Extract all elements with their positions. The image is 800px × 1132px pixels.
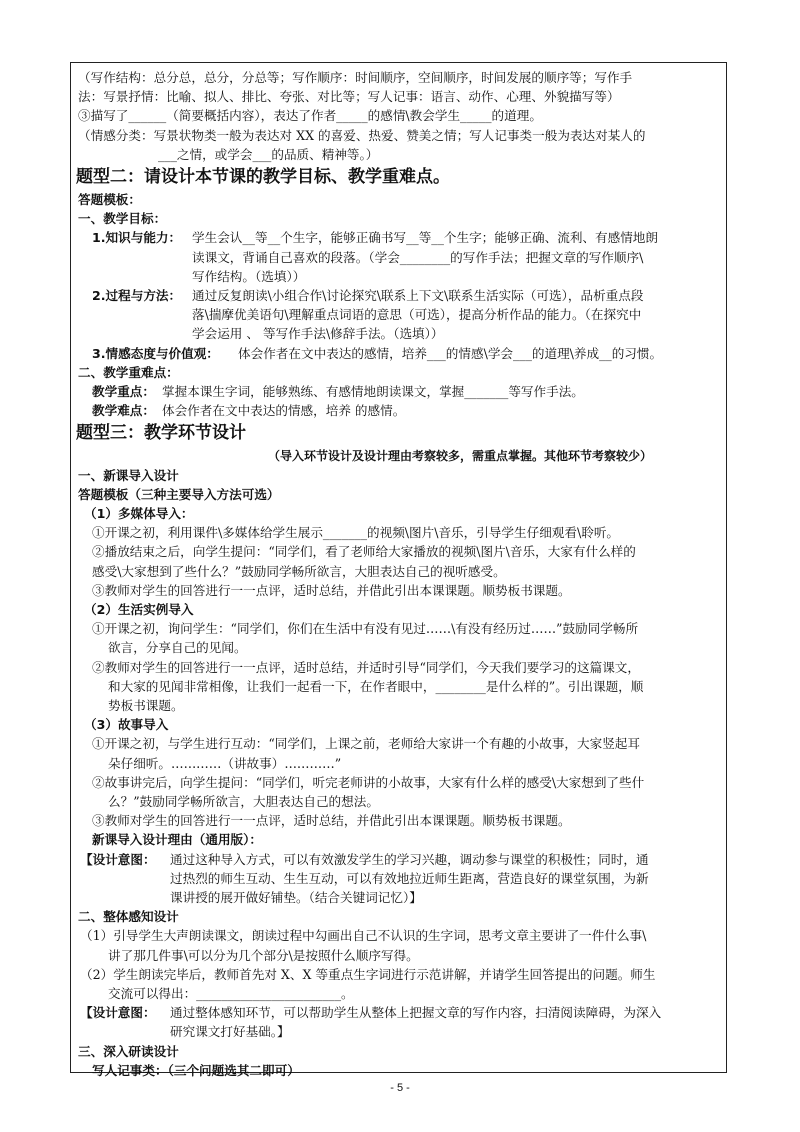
intro-line: ___之情，或学会___的品质、精神等。）: [158, 146, 379, 162]
item-text: 掌握本课生字词，能够熟练、有感情地朗读课文，掌握_______等写作手法。: [162, 384, 584, 399]
method-text: 欲言，分享自己的见闻。: [108, 640, 247, 656]
intro-line: 法：写景抒情：比喻、拟人、排比、夸张、对比等；写人记事：语言、动作、心理、外貌描写等）: [78, 89, 620, 105]
item-text: 通过反复朗读\小组合作\讨论探究\联系上下文\联系生活实际（可选），品析重点段: [192, 288, 644, 303]
intent-text: 过热烈的师生互动、生生互动，可以有效地拉近师生距离，营造良好的课堂氛围，为新: [170, 870, 649, 886]
intent-label: 【设计意图：: [80, 1005, 156, 1021]
item-label: 2.过程与方法：: [92, 288, 182, 303]
section-note: （导入环节设计及设计理由考察较多，需重点掌握。其他环节考察较少）: [268, 449, 653, 464]
template-label: 答题模板：: [78, 192, 141, 207]
section-heading: 题型二：请设计本节课的教学目标、教学重难点。: [76, 167, 450, 187]
subheading: 写人记事类：（三个问题选其二即可）: [92, 1062, 300, 1078]
subheading: 一、教学目标：: [78, 211, 167, 227]
method-text: 么？”鼓励同学畅所欲言，大胆表达自己的想法。: [108, 794, 379, 809]
intent-label: 【设计意图：: [80, 851, 156, 867]
reason-heading: 新课导入设计理由（通用版）：: [92, 832, 263, 848]
section-heading: 题型三：教学环节设计: [76, 423, 246, 444]
method-text: 朵仔细听。…………（讲故事）…………”: [108, 755, 342, 771]
item-label: 3.情感态度与价值观：: [92, 345, 219, 361]
subheading: 二、整体感知设计: [78, 909, 179, 925]
method-text: 和大家的见闻非常相像，让我们一起看一下，在作者眼中，________是什么样的”。引出课题，顺: [108, 678, 644, 694]
intro-line: （写作结构：总分总，总分，分总等；写作顺序：时间顺序，空间顺序，时间发展的顺序等；写作手: [78, 70, 633, 85]
method-heading: （2）生活实例导入: [84, 602, 194, 617]
item-label: 教学难点：: [92, 403, 155, 419]
method-text: ①开课之初，询问学生：“同学们，你们在生活中有没有见过……\有没有经历过……”鼓励同学畅所: [92, 621, 639, 637]
method-text: ③教师对学生的回答进行一一点评，适时总结，并借此引出本课课题。顺势板书课题。: [92, 582, 571, 598]
item-text: 读课文，背诵自己喜欢的段落。（学会________的写作手法；把握文章的写作顺序\: [192, 249, 644, 265]
subheading: 二、教学重难点：: [78, 364, 179, 380]
method-text: 感受\大家想到了些什么？”鼓励同学畅所欲言，大胆表达自己的视听感受。: [92, 563, 506, 579]
page-number: - 5 -: [390, 1082, 410, 1094]
item-label: 教学重点：: [92, 384, 155, 399]
method-text: ③教师对学生的回答进行一一点评，适时总结，并借此引出本课课题。顺势板书课题。: [92, 813, 571, 829]
intent-text: 课讲授的展开做好铺垫。（结合关键词记忆）】: [170, 890, 422, 905]
item-text: 体会作者在文中表达的情感，培养 的感情。: [162, 403, 406, 419]
paragraph-text: 交流可以得出：_______________________。: [108, 986, 354, 1001]
intent-text: 通过这种导入方式，可以有效激发学生的学习兴趣，调动参与课堂的积极性；同时，通: [170, 851, 649, 867]
subheading: 一、新课导入设计: [78, 467, 179, 483]
method-text: ②故事讲完后，向学生提问：“同学们，听完老师讲的小故事，大家有什么样的感受\大家想到了些什: [92, 774, 645, 790]
item-text: 体会作者在文中表达的感情，培养___的情感\学会___的道理\养成__的习惯。: [238, 345, 663, 361]
method-text: ②播放结束之后，向学生提问：“同学们，看了老师给大家播放的视频\图片\音乐，大家有什么样的: [92, 544, 636, 560]
intro-line: ③描写了______（简要概括内容），表达了作者_____的感情\教会学生_____的道理。: [78, 108, 542, 124]
paragraph-text: （2）学生朗读完毕后，教师首先对 X、X 等重点生字词进行示范讲解，并请学生回答提出的问题。师生: [80, 966, 656, 982]
subheading: 三、深入研读设计: [78, 1043, 179, 1059]
item-text: 学生会认__等__个生字，能够正确书写__等__个生字；能够正确、流利、有感情地朗: [192, 230, 658, 246]
intent-text: 研究课文打好基础。】: [170, 1024, 290, 1040]
item-label: 1.知识与能力：: [92, 230, 182, 246]
item-text: 写作结构。（选填））: [192, 268, 306, 284]
method-text: 势板书课题。: [108, 698, 184, 713]
intent-text: 通过整体感知环节，可以帮助学生从整体上把握文章的写作内容，扫清阅读障碍，为深入: [170, 1005, 662, 1021]
paragraph-text: 讲了那几件事\可以分为几个部分\是按照什么顺序写得。: [108, 947, 419, 963]
item-text: 落\揣摩优美语句\理解重点词语的意思（可选），提高分析作品的能力。（在探究中: [192, 307, 642, 323]
method-text: ①开课之初，利用课件\多媒体给学生展示_______的视频\图片\音乐，引导学生仔细观看\聆听。: [92, 525, 620, 541]
method-text: ②教师对学生的回答进行一一点评，适时总结，并适时引导“同学们，今天我们要学习的这篇课文，: [92, 659, 640, 675]
method-heading: （3）故事导入: [84, 717, 169, 733]
paragraph-text: （1）引导学生大声朗读课文，朗读过程中勾画出自己不认识的生字词，思考文章主要讲了一件什么事\: [80, 928, 647, 944]
method-text: ①开课之初，与学生进行互动：“同学们，上课之前，老师给大家讲一个有趣的小故事，大家竖起耳: [92, 736, 640, 752]
item-text: 学会运用 、 等写作手法\修辞手法。（选填））: [192, 326, 444, 342]
method-heading: （1）多媒体导入：: [84, 506, 194, 521]
template-label: 答题模板（三种主要导入方法可选）: [78, 486, 280, 502]
intro-line: （情感分类：写景状物类一般为表达对 XX 的喜爱、热爱、赞美之情；写人记事类一般为表达对某人的: [78, 127, 646, 143]
